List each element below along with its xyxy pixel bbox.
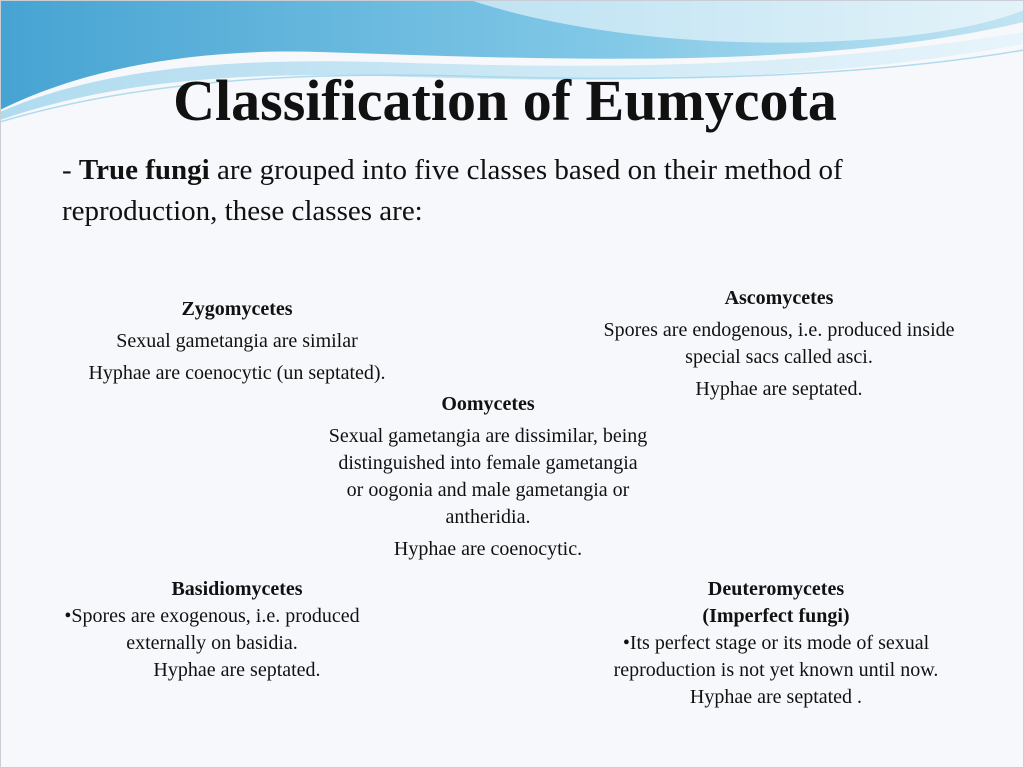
intro-text: are grouped into five classes based on their method of reproduction, these classes are: — [62, 154, 843, 227]
deuteromycetes-line: •Its perfect stage or its mode of sexual reproduction is not yet known until now. — [613, 632, 939, 681]
ascomycetes-box — [600, 285, 958, 403]
basidiomycetes-line: Hyphae are septated. — [153, 659, 321, 681]
intro-bold-term: True fungi — [78, 154, 210, 186]
ascomycetes-name: Ascomycetes — [724, 287, 834, 309]
deuteromycetes-name: Deuteromycetes — [707, 578, 845, 600]
oomycetes-line: Sexual gametangia are dissimilar, being distinguished into female gametangia or oogonia and male gametangia or antheridia. — [328, 425, 648, 528]
deuteromycetes-subtitle: (Imperfect fungi) — [702, 605, 850, 627]
intro-dash: - — [62, 154, 79, 186]
zygomycetes-box — [62, 296, 412, 387]
intro-paragraph — [62, 150, 982, 232]
oomycetes-name: Oomycetes — [441, 393, 535, 415]
zygomycetes-line: Sexual gametangia are similar — [116, 330, 358, 352]
zygomycetes-name: Zygomycetes — [181, 298, 293, 320]
basidiomycetes-line: •Spores are exogenous, i.e. produced externally on basidia. — [64, 605, 360, 654]
deuteromycetes-line: Hyphae are septated . — [689, 686, 863, 708]
basidiomycetes-box — [62, 576, 412, 684]
ascomycetes-line: Spores are endogenous, i.e. produced inside special sacs called asci. — [603, 319, 955, 368]
basidiomycetes-name: Basidiomycetes — [171, 578, 303, 600]
deuteromycetes-box — [586, 576, 966, 711]
page-title: Classification of Eumycota — [173, 68, 837, 133]
zygomycetes-line: Hyphae are coenocytic (un septated). — [88, 362, 386, 384]
oomycetes-box — [328, 391, 648, 563]
oomycetes-line: Hyphae are coenocytic. — [393, 538, 583, 560]
ascomycetes-line: Hyphae are septated. — [695, 378, 863, 400]
